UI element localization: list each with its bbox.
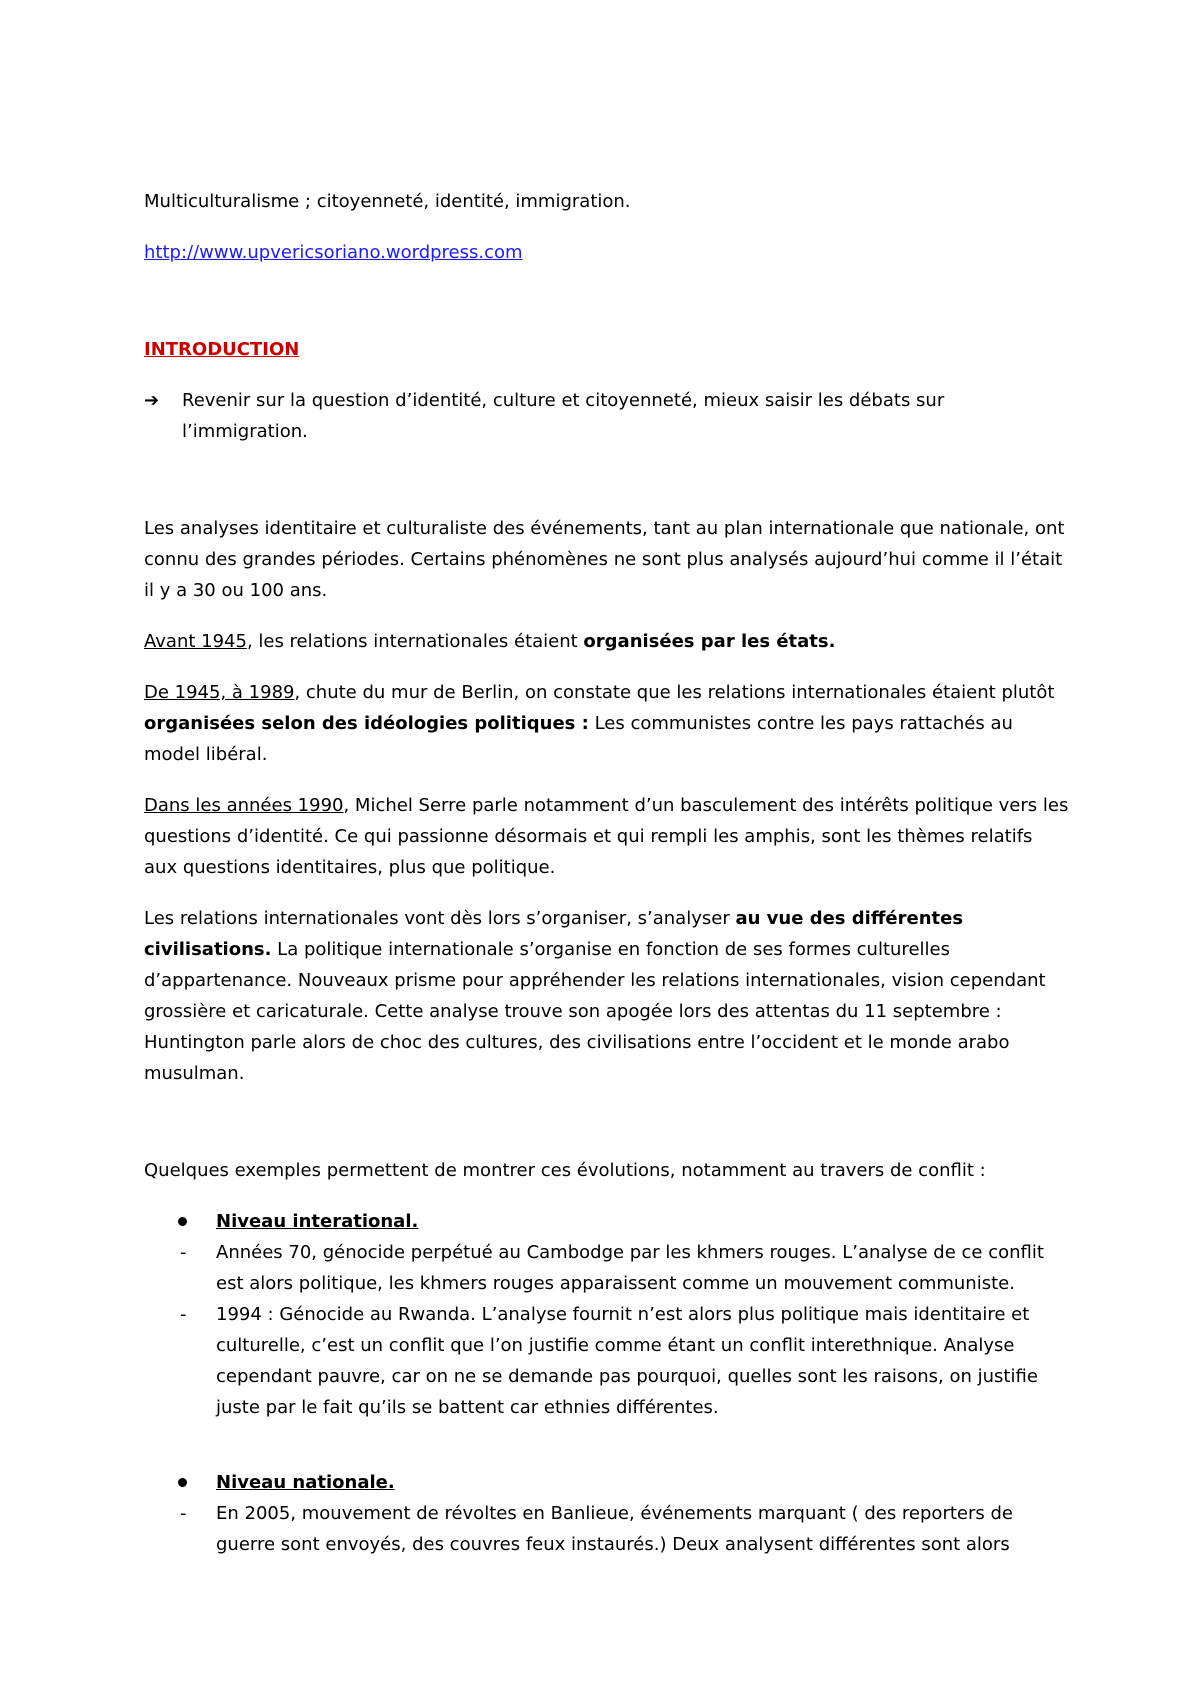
list-item — [144, 1498, 1069, 1560]
annees-1990-text: , Michel Serre parle notamment d’un basculement des intérêts politique vers les questions d’identité. Ce qui passionne désormais et qui rempli les amphis, sont les thèmes relatifs aux questions identitaires, plus que politique. — [144, 795, 1069, 878]
list-item — [144, 1299, 1069, 1423]
paragraph-1945-1989 — [144, 677, 1069, 770]
avant-1945-text: , les relations internationales étaient — [246, 631, 584, 652]
list-item-text: 1994 : Génocide au Rwanda. L’analyse fournit n’est alors plus politique mais identitaire et culturelle, c’est un conflit que l’on justifie comme étant un conflit interethnique. Analyse cependant pauvre, car on ne se demande pas pourquoi, quelles sont les raisons, on justifie juste par le fait qu’ils se battent car ethnies différentes. — [216, 1304, 1038, 1418]
document-body — [144, 186, 1069, 1560]
civilisations-bold: au vue des différentes civilisations. — [144, 908, 964, 960]
civilisations-text-tail: La politique internationale s’organise en fonction de ses formes culturelles d’appartenance. Nouveaux prisme pour appréhender les relations internationales, vision cependant grossière et caricaturale. Cette analyse trouve son apogée lors des attentas du 11 septembre : Huntington parle alors de choc des cultures, des civilisations entre l’occident et le monde arabo musulman. — [144, 939, 1046, 1084]
annees-1990-label: Dans les années 1990 — [144, 795, 344, 816]
intro-arrow-text: Revenir sur la question d’identité, culture et citoyenneté, mieux saisir les débats sur l’immigration. — [182, 390, 945, 442]
bullet-niveau-international — [144, 1206, 1069, 1237]
list-item-text: Années 70, génocide perpétué au Cambodge par les khmers rouges. L’analyse de ce conflit est alors politique, les khmers rouges apparaissent comme un mouvement communiste. — [216, 1242, 1044, 1294]
niveau-international-label: Niveau interational. — [216, 1211, 419, 1232]
niveau-national-label: Niveau nationale. — [216, 1472, 395, 1493]
website-link[interactable] — [144, 237, 1069, 268]
paragraph-annees-1990 — [144, 790, 1069, 883]
civilisations-text-start: Les relations internationales vont dès lors s’organiser, s’analyser — [144, 908, 736, 929]
paragraph-exemples: Quelques exemples permettent de montrer ces évolutions, notamment au travers de conflit : — [144, 1160, 986, 1181]
period-1945-1989-bold: organisées selon des idéologies politiques : — [144, 713, 589, 734]
bullet-icon — [144, 1206, 216, 1237]
paragraph-analyses: Les analyses identitaire et culturaliste des événements, tant au plan internationale que nationale, ont connu des grandes périodes. Certains phénomènes ne sont plus analysés aujourd’hui comme il l’était il y a 30 ou 100 ans. — [144, 518, 1065, 601]
bullet-niveau-national — [144, 1467, 1069, 1498]
website-link-text[interactable]: http://www.upvericsoriano.wordpress.com — [144, 242, 523, 263]
dash-marker: - — [180, 1242, 187, 1263]
section-heading-introduction — [144, 334, 1069, 365]
intro-arrow-item — [144, 385, 1069, 447]
list-item — [144, 1237, 1069, 1299]
dash-marker: - — [180, 1503, 187, 1524]
introduction-heading-text: INTRODUCTION — [144, 339, 300, 360]
paragraph-avant-1945 — [144, 626, 1069, 657]
list-item-text: En 2005, mouvement de révoltes en Banlieue, événements marquant ( des reporters de guerre sont envoyés, des couvres feux instaurés.) Deux analysent différentes sont alors — [216, 1503, 1013, 1555]
bullet-icon — [144, 1467, 216, 1498]
document-title: Multiculturalisme ; citoyenneté, identité, immigration. — [144, 191, 631, 212]
avant-1945-label: Avant 1945 — [144, 631, 247, 652]
period-1945-1989-label: De 1945, à 1989 — [144, 682, 295, 703]
arrow-right-icon: ➔ — [144, 390, 160, 411]
period-1945-1989-tail: Les communistes contre les pays rattachés au model libéral. — [144, 713, 1013, 765]
avant-1945-bold: organisées par les états. — [583, 631, 836, 652]
period-1945-1989-text: , chute du mur de Berlin, on constate que les relations internationales étaient plutôt — [294, 682, 1055, 703]
paragraph-civilisations — [144, 903, 1069, 1089]
dash-marker: - — [180, 1304, 187, 1325]
